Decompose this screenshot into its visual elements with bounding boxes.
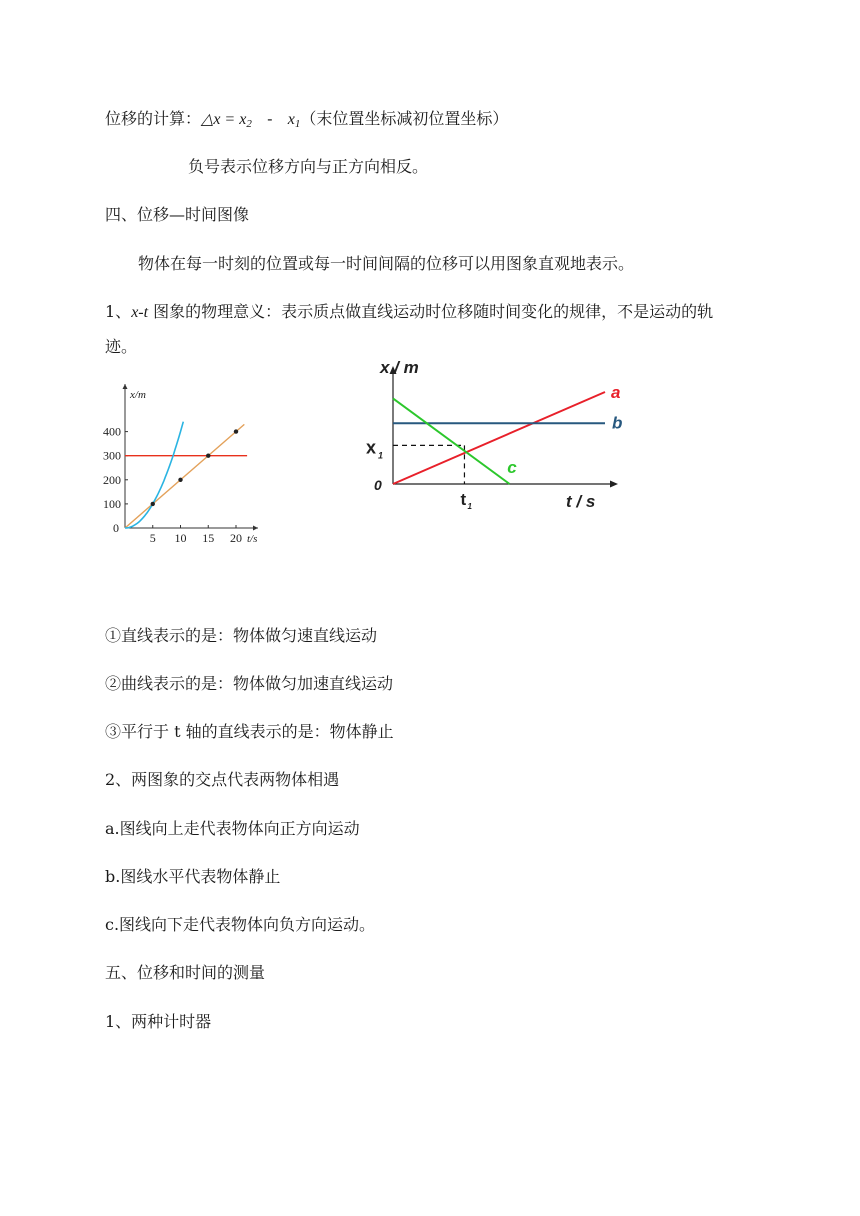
negative-sign-note: 负号表示位移方向与正方向相反。 xyxy=(188,157,429,176)
y-tick-label: 400 xyxy=(103,424,121,439)
y-axis-label: x/m xyxy=(130,389,146,401)
y-axis-arrow xyxy=(123,384,128,389)
x-axis-label: t / s xyxy=(566,492,596,511)
series-b-label: b xyxy=(612,413,623,433)
x-axis-label: t/s xyxy=(247,533,258,545)
list-item-curve: ②曲线表示的是：物体做匀加速直线运动 xyxy=(105,674,394,693)
list-item-straight-line: ①直线表示的是：物体做匀速直线运动 xyxy=(105,626,378,645)
formula-minus: - xyxy=(251,109,288,128)
series-c-label: c xyxy=(507,458,517,477)
formula-note: （末位置坐标减初位置坐标） xyxy=(300,109,509,128)
x1-sub-label: 1 xyxy=(378,450,384,461)
origin-label: 0 xyxy=(113,521,119,535)
formula-x2-sub: 2 xyxy=(246,118,252,130)
y-tick-label: 100 xyxy=(103,496,121,511)
y-axis-label: x / m xyxy=(380,358,419,377)
formula-x1: x xyxy=(287,111,295,128)
data-point xyxy=(234,429,238,433)
t1-label: t xyxy=(460,490,467,509)
straight-series xyxy=(125,424,244,528)
xt-symbol: x-t xyxy=(131,304,149,321)
section-four-heading: 四、位移—时间图像 xyxy=(105,205,250,224)
data-point xyxy=(151,502,155,506)
xt-meaning-line2: 迹。 xyxy=(105,337,138,356)
x1-label: x xyxy=(366,437,377,458)
y-tick-label: 300 xyxy=(103,448,121,463)
formula-x1-sub: 1 xyxy=(294,118,301,130)
x-tick-label: 15 xyxy=(202,531,215,545)
x-tick-label: 10 xyxy=(174,531,187,545)
y-tick-label: 200 xyxy=(103,472,121,487)
series-a-line xyxy=(393,392,605,484)
data-point xyxy=(206,454,210,458)
intro-paragraph: 物体在每一时刻的位置或每一时间间隔的位移可以用图象直观地表示。 xyxy=(138,254,635,273)
x-axis-arrow xyxy=(253,526,258,531)
intersection-meaning: 2、两图象的交点代表两物体相遇 xyxy=(105,770,340,789)
case-c: c.图线向下走代表物体向负方向运动。 xyxy=(105,915,376,934)
formula-x2: x xyxy=(239,111,247,128)
t1-sub-label: 1 xyxy=(467,502,472,511)
data-point xyxy=(178,478,182,482)
displacement-formula xyxy=(105,108,508,135)
case-a: a.图线向上走代表物体向正方向运动 xyxy=(105,819,360,838)
xt-prefix: 1、 xyxy=(105,302,132,321)
x-axis-arrow xyxy=(610,481,618,488)
series-a-label: a xyxy=(611,383,621,402)
formula-equals: = xyxy=(220,111,240,128)
section-five-heading: 五、位移和时间的测量 xyxy=(105,963,266,982)
formula-label: 位移的计算： xyxy=(105,109,202,128)
curve-series xyxy=(125,422,183,528)
xt-chart-left xyxy=(103,378,260,548)
x-tick-label: 20 xyxy=(230,531,242,545)
case-b: b.图线水平代表物体静止 xyxy=(105,867,281,886)
xt-chart-right xyxy=(360,354,623,514)
xt-meaning-text: 图象的物理意义：表示质点做直线运动时位移随时间变化的规律，不是运动的轨 xyxy=(148,302,714,321)
list-item-parallel-line: ③平行于 t 轴的直线表示的是：物体静止 xyxy=(105,722,394,741)
x-tick-label: 5 xyxy=(149,531,156,545)
origin-label: 0 xyxy=(374,477,382,493)
formula-delta: △x xyxy=(201,111,221,128)
two-timers-heading: 1、两种计时器 xyxy=(105,1012,212,1031)
xt-meaning-line1 xyxy=(105,301,713,324)
